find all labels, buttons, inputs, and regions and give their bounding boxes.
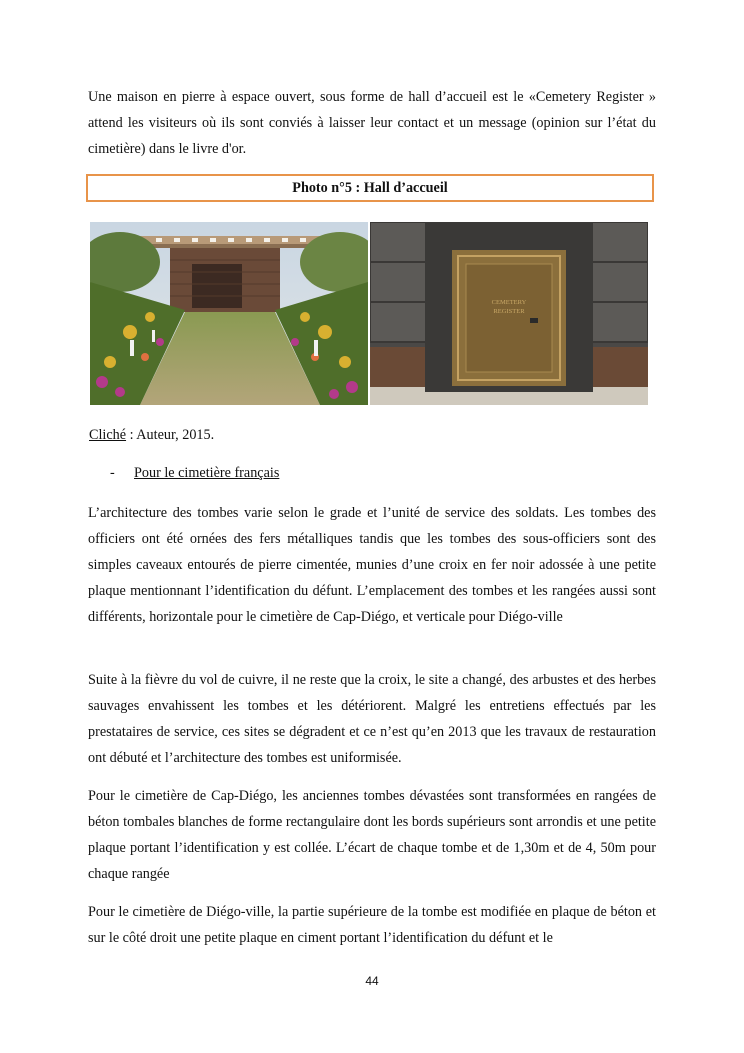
photo-credit	[89, 425, 214, 445]
paragraph-diego-ville: Pour le cimetière de Diégo-ville, la partie supérieure de la tombe est modifiée en plaque de béton et sur le côté droit une petite plaque en ciment portant l’identification du défunt et le	[88, 904, 656, 946]
section-bullet	[110, 463, 279, 483]
paragraph-architecture: L’architecture des tombes varie selon le grade et l’unité de service des soldats. Les tombes des officiers ont été ornées des fers métalliques tandis que les tombes des sous-officiers sont des simples caveaux entourés de pierre cimentée, munies d’une croix en fer noir adossée à une petite plaque mentionnant l’identification du défunt. L’emplacement des tombes et les rangées aussi sont différents, horizontale pour le cimetière de Cap-Diégo, et verticale pour Diégo-ville	[88, 505, 656, 625]
photo-caption: Photo n°5 : Hall d’accueil	[292, 179, 448, 196]
credit-text: : Auteur, 2015.	[126, 427, 215, 443]
register-text-1: CEMETERY	[491, 299, 527, 306]
photo-register-box	[370, 222, 648, 405]
photo-caption-box	[86, 174, 654, 202]
paragraph-cap-diego: Pour le cimetière de Cap-Diégo, les anciennes tombes dévastées sont transformées en rangées de béton tombales blanches de forme rectangulaire dont les bords supérieurs sont arrondis et une petite plaque portant l’identification y est collée. L’écart de chaque tombe et de 1,30m et de 4, 50m pour chaque rangée	[88, 788, 656, 882]
intro-paragraph: Une maison en pierre à espace ouvert, sous forme de hall d’accueil est le «Cemetery Register » attend les visiteurs où ils sont conviés à laisser leur contact et un message (opinion sur l’état du cimetière) dans le livre d'or.	[88, 89, 656, 157]
register-text-2: REGISTER	[493, 308, 525, 315]
bullet-heading: Pour le cimetière français	[134, 465, 280, 481]
bullet-marker: -	[110, 465, 115, 481]
page-number: 44	[365, 974, 379, 988]
credit-label: Cliché	[89, 427, 127, 443]
photo-garden-hall	[90, 222, 368, 405]
paragraph-copper-theft: Suite à la fièvre du vol de cuivre, il ne reste que la croix, le site a changé, des arbustes et des herbes sauvages envahissent les tombes et les détériorent. Malgré les entretiens effectués par les prestataires de service, ces sites se dégradent et ce n’est qu’en 2013 que les travaux de restauration ont débuté et l’architecture des tombes est uniformisée.	[88, 672, 656, 766]
